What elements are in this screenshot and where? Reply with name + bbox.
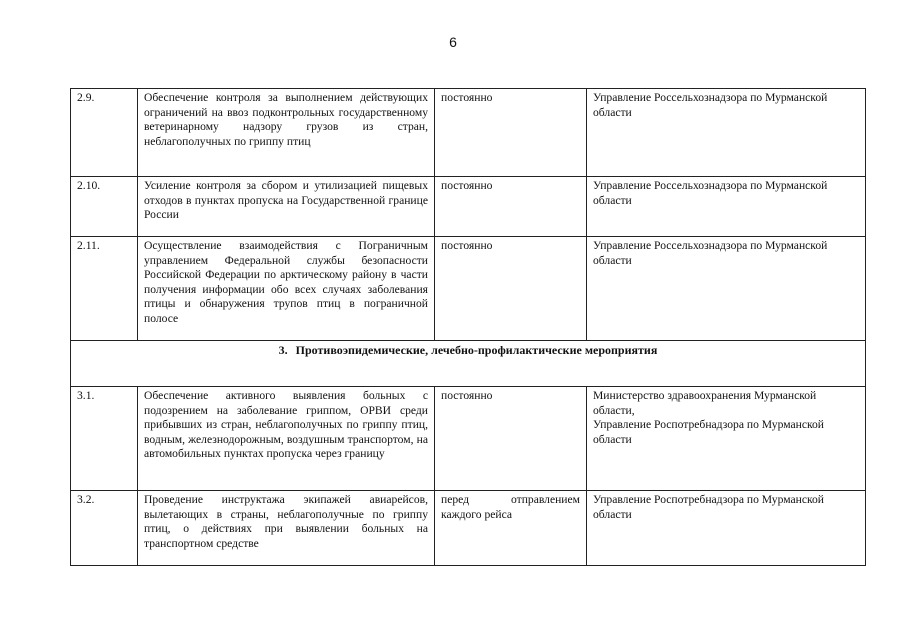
- executor-line: Управление Роспотребнадзора по Мурманской области: [593, 418, 825, 446]
- activity-text: Проведение инструктажа экипажей авиарейсов, вылетающих в страны, неблагополучные по гриппу птиц, о действиях при выявлении больных на транспортном средстве: [138, 491, 435, 566]
- page-number: 6: [449, 34, 457, 50]
- executor-text: Управление Россельхознадзора по Мурманской области: [587, 177, 866, 237]
- executor-text: Управление Россельхознадзора по Мурманской области: [587, 237, 866, 341]
- item-number: 2.10.: [71, 177, 138, 237]
- activity-text: Усиление контроля за сбором и утилизацией пищевых отходов в пунктах пропуска на Государственной границе России: [138, 177, 435, 237]
- section-title-text: Противоэпидемические, лечебно-профилактические мероприятия: [295, 343, 658, 357]
- period-text: постоянно: [435, 177, 587, 237]
- item-number: 3.2.: [71, 491, 138, 566]
- period-text: постоянно: [435, 237, 587, 341]
- table-row: [71, 387, 866, 491]
- period-text: перед отправлением каждого рейса: [435, 491, 587, 566]
- executor-text: Управление Россельхознадзора по Мурманской области: [587, 89, 866, 177]
- executor-text: Управление Роспотребнадзора по Мурманской области: [587, 491, 866, 566]
- item-number: 2.11.: [71, 237, 138, 341]
- activity-text: Обеспечение контроля за выполнением действующих ограничений на ввоз подконтрольных государственному ветеринарному надзору грузов из стран, неблагополучных по гриппу птиц: [138, 89, 435, 177]
- activity-text: Обеспечение активного выявления больных с подозрением на заболевание гриппом, ОРВИ среди прибывших из стран, неблагополучных по гриппу птиц, водным, железнодорожным, воздушным транспортом, на автомобильных пунктах пропуска через границу: [138, 387, 435, 491]
- table-row: [71, 177, 866, 237]
- table-row: [71, 237, 866, 341]
- table-row: [71, 491, 866, 566]
- section-title: [71, 341, 866, 387]
- activity-text: Осуществление взаимодействия с Пограничным управлением Федеральной службы безопасности Российской Федерации по арктическому району в части получения информации обо всех случаях заболевания птицы и обнаружения трупов птиц в пограничной полосе: [138, 237, 435, 341]
- section-header-row: [71, 341, 866, 387]
- section-number: 3.: [278, 343, 288, 357]
- period-text: постоянно: [435, 89, 587, 177]
- item-number: 3.1.: [71, 387, 138, 491]
- measures-table: [70, 88, 866, 566]
- table-row: [71, 89, 866, 177]
- executor-text: [587, 387, 866, 491]
- item-number: 2.9.: [71, 89, 138, 177]
- executor-line: Министерство здравоохранения Мурманской области,: [593, 389, 817, 417]
- period-text: постоянно: [435, 387, 587, 491]
